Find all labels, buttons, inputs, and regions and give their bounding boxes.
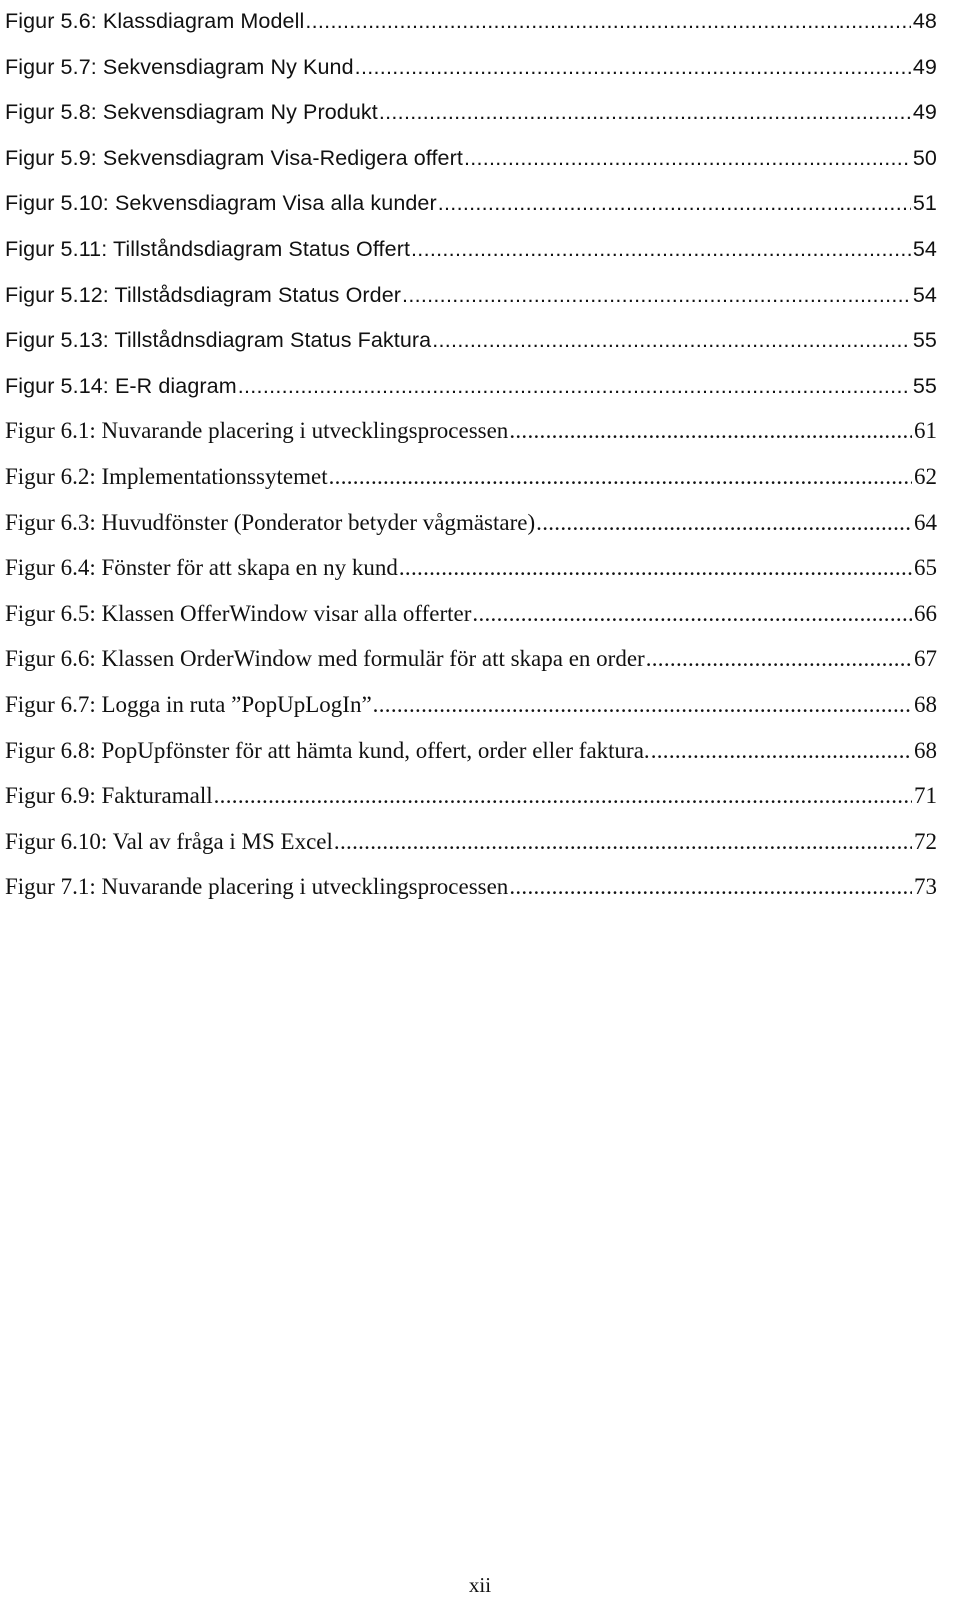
- toc-entry: [5, 46, 937, 92]
- toc-entry-page: 54: [912, 282, 937, 307]
- toc-entry-title: Figur 6.10: Val av fråga i MS Excel: [5, 828, 333, 854]
- dot-leader: [432, 327, 911, 353]
- toc-entry-page: 48: [912, 9, 937, 33]
- dot-leader: [646, 646, 912, 672]
- toc-entry-page: 54: [912, 236, 937, 261]
- toc-entry-page: 68: [914, 737, 937, 763]
- toc-entry-page: 71: [914, 783, 937, 809]
- toc-entry-page: 49: [912, 54, 937, 79]
- dot-leader: [472, 601, 912, 627]
- toc-entry-page: 67: [914, 646, 937, 672]
- toc-entry-page: 66: [914, 600, 937, 626]
- toc-entry: [5, 274, 937, 320]
- toc-entry-page: 62: [914, 463, 937, 489]
- toc-entry-title: Figur 6.3: Huvudfönster (Ponderator betyder vågmästare): [5, 509, 536, 535]
- toc-entry-title: Figur 6.7: Logga in ruta ”PopUpLogIn”: [5, 691, 372, 717]
- toc-entry: [5, 593, 937, 639]
- toc-entry-title: Figur 6.8: PopUpfönster för att hämta kund, offert, order eller faktura.: [5, 737, 650, 763]
- toc-entry: [5, 365, 937, 411]
- toc-entry-title: Figur 6.5: Klassen OfferWindow visar alla offerter: [5, 600, 472, 626]
- toc-entry-page: 50: [912, 145, 937, 170]
- toc-entry: [5, 0, 937, 46]
- dot-leader: [355, 54, 911, 80]
- toc-entry-page: 51: [912, 191, 937, 216]
- toc-entry-title: Figur 5.10: Sekvensdiagram Visa alla kunder: [5, 191, 437, 216]
- toc-entry-page: 64: [914, 509, 937, 535]
- toc-entry-title: Figur 5.7: Sekvensdiagram Ny Kund: [5, 54, 354, 79]
- toc-entry-title: Figur 6.2: Implementationssytemet: [5, 463, 328, 489]
- toc-entry-page: 61: [914, 418, 937, 444]
- toc-entry-page: 55: [912, 373, 937, 398]
- page-number: xii: [468, 1573, 492, 1597]
- dot-leader: [379, 99, 911, 125]
- toc-entry: [5, 730, 937, 776]
- toc-entry-title: Figur 7.1: Nuvarande placering i utvecklingsprocessen: [5, 874, 509, 900]
- toc-entry: [5, 638, 937, 684]
- toc-entry-page: 65: [914, 555, 937, 581]
- dot-leader: [334, 829, 912, 855]
- toc-entry: [5, 228, 937, 274]
- toc-entry-title: Figur 5.13: Tillstådnsdiagram Status Faktura: [5, 328, 432, 353]
- toc-entry-title: Figur 5.8: Sekvensdiagram Ny Produkt: [5, 100, 378, 125]
- toc-entry-title: Figur 5.9: Sekvensdiagram Visa-Redigera offert: [5, 145, 463, 170]
- dot-leader: [373, 692, 912, 718]
- dot-leader: [464, 145, 911, 171]
- toc-entry-page: 55: [912, 328, 937, 353]
- dot-leader: [329, 464, 912, 490]
- toc-entry: [5, 91, 937, 137]
- dot-leader: [651, 738, 912, 764]
- toc-entry-page: 68: [914, 691, 937, 717]
- toc-entry: [5, 502, 937, 548]
- toc-entry-title: Figur 5.11: Tillståndsdiagram Status Offert: [5, 236, 411, 261]
- dot-leader: [509, 874, 912, 900]
- toc-entry-page: 72: [914, 828, 937, 854]
- dot-leader: [305, 8, 911, 34]
- dot-leader: [536, 510, 912, 536]
- toc-entry-title: Figur 5.12: Tillstådsdiagram Status Order: [5, 282, 402, 307]
- toc-entry: [5, 410, 937, 456]
- dot-leader: [509, 418, 912, 444]
- dot-leader: [411, 236, 911, 262]
- toc-entry-page: 73: [914, 874, 937, 900]
- toc-entry-title: Figur 6.4: Fönster för att skapa en ny kund: [5, 555, 398, 581]
- toc-entry-title: Figur 6.1: Nuvarande placering i utvecklingsprocessen: [5, 418, 509, 444]
- toc-entry: [5, 821, 937, 867]
- dot-leader: [438, 190, 911, 216]
- dot-leader: [402, 282, 911, 308]
- list-of-figures: [5, 0, 937, 912]
- toc-entry: [5, 137, 937, 183]
- dot-leader: [399, 555, 912, 581]
- toc-entry-title: Figur 5.6: Klassdiagram Modell: [5, 9, 305, 33]
- toc-entry-title: Figur 6.6: Klassen OrderWindow med formulär för att skapa en order: [5, 646, 645, 672]
- toc-entry: [5, 456, 937, 502]
- toc-entry: [5, 319, 937, 365]
- toc-entry: [5, 866, 937, 912]
- toc-entry-title: Figur 6.9: Fakturamall: [5, 783, 213, 809]
- toc-entry: [5, 684, 937, 730]
- dot-leader: [214, 783, 912, 809]
- toc-entry-page: 49: [912, 100, 937, 125]
- toc-entry: [5, 182, 937, 228]
- dot-leader: [238, 373, 911, 399]
- toc-entry-title: Figur 5.14: E-R diagram: [5, 373, 237, 398]
- toc-entry: [5, 775, 937, 821]
- toc-entry: [5, 547, 937, 593]
